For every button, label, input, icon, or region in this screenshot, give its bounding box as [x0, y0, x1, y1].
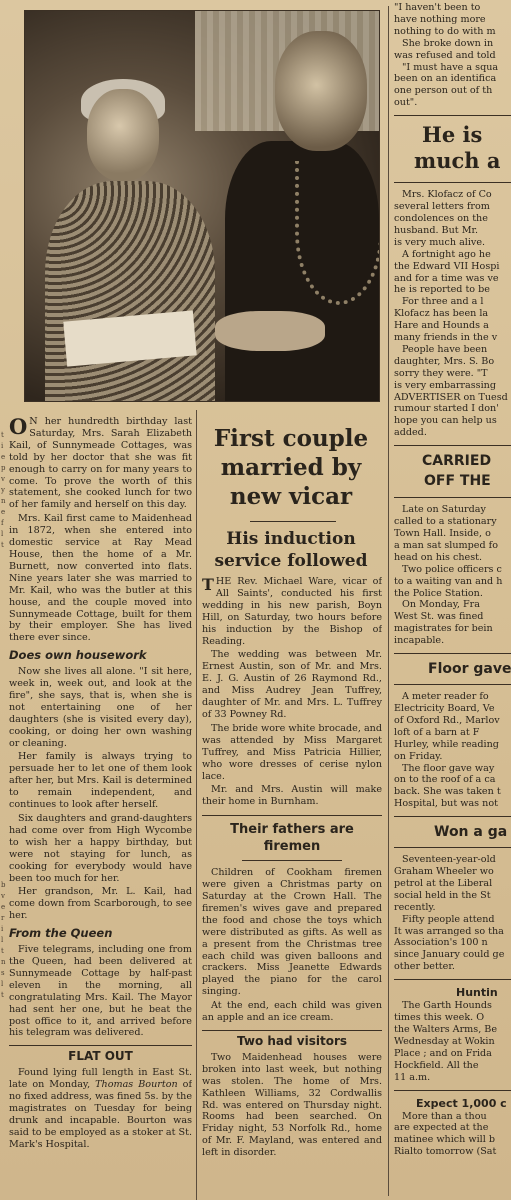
article-first-couple: [202, 576, 382, 1200]
paragraph-intro: THE Rev. Michael Ware, vicar of All Saints', conducted his first wedding in his new parish, Boyn Hill, on Saturday, two hours before his induction by the Bishop of Reading.: [202, 576, 382, 647]
rule: [394, 979, 511, 980]
paragraph: Mrs. Kail first came to Maidenhead in 1872, when she entered into domestic service at Ray Mead House, then the home of a Mr. Burnett, now converted into flats. Nine years later she was married to Mr. Kail, who was the butler at this house, and the couple moved into Sunnymeade Cottage, built for them by their employer. She has lived there ever since.: [9, 513, 192, 644]
photo-mayoral-chain: [295, 161, 380, 305]
photo-mayor-face: [275, 31, 367, 151]
paragraph: Six daughters and grand-daughters had come over from High Wycombe to wish her a happy birthday, but were not staying for lunch, as cooking for everybody would have been too much for her.: [9, 813, 192, 884]
headline-expect-1000: Expect 1,000 c: [416, 1096, 507, 1110]
paragraph: Mr. and Mrs. Austin will make their home in Burnham.: [202, 784, 382, 808]
article-centenarian: [9, 416, 192, 1200]
subheadline-induction: His induction service followed: [214, 529, 368, 571]
headline-he-is: He is: [422, 122, 483, 148]
rule: [9, 1045, 192, 1046]
clipped-edge-text-lower: b v e r i l t n s l t: [1, 881, 6, 999]
headline-two-had-visitors: Two had visitors: [236, 1034, 347, 1048]
paragraph-intro: O N her hundredth birthday last Saturday, Mrs. Sarah Elizabeth Kail, of Sunnymeade Cottages, was told by her doctor that she was fit enough to carry on for many years to come. To prove the worth of this statement, she cooked lunch for two of her family and herself on this day.: [9, 416, 192, 511]
rule: [394, 182, 511, 183]
rule: [250, 521, 336, 522]
paragraph: Her grandson, Mr. L. Kail, had come down from Scarborough, to see her.: [9, 886, 192, 922]
rule: [394, 847, 511, 848]
rule: [394, 115, 511, 116]
column-rule-right: [388, 6, 389, 1196]
rule: [242, 860, 342, 861]
paragraph: Five telegrams, including one from the Queen, had been delivered at Sunnymeade Cottage by half-past eleven in the morning, all congratulating Mrs. Kail. The Mayor had sent her one, but he beat the post office to it, and arrived before his telegram was delivered.: [9, 944, 192, 1039]
headline-first-couple: First couple married by new vicar: [213, 425, 369, 510]
headline-carried: CARRIED: [422, 453, 492, 470]
rule: [394, 497, 511, 498]
rule: [394, 445, 511, 446]
subheading-does-own-housework: Does own housework: [9, 648, 147, 663]
rule: [394, 684, 511, 685]
rule: [394, 816, 511, 817]
right-column-clipped: "I haven't been to have nothing more nothing to do with m She broke down in was refused and told "I must have a squa been on an identifica one person out of th out". He is much a Mrs. Klofacz of Co several letters from condolences on the husband. But Mr. is very much alive. A fortnight ago he the Edward VII Hospi and for a time was ve he is reported to be For three and a l Klofacz has been la Hare and Hounds a many friends in the v People have been daughter, Mrs. S. Bo sorry they were. "T is very embarrassing ADVERTISER on Tuesd rumour started I don' hope you can help us added. CARRIED OFF THE Late on Saturday called to a stationary Town Hall. Inside, o a man sat slumped fo head on his chest. Two police officers c to a waiting van and h the Police Station. On Monday, Fra West St. was fined magistrates for bein incapable. Floor gave A meter reader fo Electricity Board, Ve of Oxford Rd., Marlov loft of a barn at F Hurley, while reading on Friday. The floor gave way on to the roof of a ca back. She was taken t Hospital, but was not Won a ga Seventeen-year-old Graham Wheeler wo petrol at the Liberal social held in the St recently. Fifty people attend It was arranged so tha Association's 100 n since January could ge other better. Huntin The Garth Hounds times this week. O the Walters Arms, Be Wednesday at Wokin Place ; and on Frida Hockfield. All the 11 a.m. Expect 1,000 c More than a thou are expected at the matinee which will b Rialto tomorrow (Sat: [394, 2, 511, 1158]
headline-flat-out: FLAT OUT: [68, 1049, 133, 1064]
paragraph: The wedding was between Mr. Ernest Austin, son of Mr. and Mrs. E. J. G. Austin of 26 Raymond Rd., and Miss Audrey Jean Tuffrey, daughter of Mr. and Mrs. L. Tuffrey of 33 Powney Rd.: [202, 649, 382, 720]
photo-hands: [215, 311, 325, 351]
headline-won-a-gallon: Won a ga: [434, 824, 508, 841]
headline-floor-gave: Floor gave: [428, 661, 511, 678]
paragraph: The bride wore white brocade, and was attended by Miss Margaret Tuffrey, and Miss Patricia Hillier, who wore dresses of cerise nylon lace.: [202, 722, 382, 782]
rule: [202, 1030, 382, 1031]
paragraph: Her family is always trying to persuade her to let one of them look after her, but Mrs. Kail is determined to remain independent, and continues to look after herself.: [9, 751, 192, 811]
rule: [202, 815, 382, 816]
paragraph-flat-out: Found lying full length in East St. late on Monday, Thomas Bourton of no fixed address, was fined 5s. by the magistrates on Tuesday for being drunk and incapable. Bourton was said to be employed as a stoker at St. Mark's Hospital.: [9, 1067, 192, 1150]
paragraph: Children of Cookham firemen were given a Christmas party on Saturday at the Crown Hall. The firemen's wives gave and prepared the food and chose the toys which were distributed as gifts. As well as a present from the Christmas tree each child was given balloons and crackers. Miss Jeanette Edwards played the piano for the carol singing.: [202, 867, 382, 998]
headline-off-the: OFF THE: [424, 473, 491, 490]
paragraph: Now she lives all alone. "I sit here, week in, week out, and look at the fire", she says, that is, when she is not entertaining one of her daughters (she is visited every day), cooking, or doing her own washing or cleaning.: [9, 666, 192, 749]
clipped-edge-text: t i e p v y n e f l t: [1, 431, 6, 549]
headline-fathers-firemen: Their fathers are firemen: [230, 822, 354, 855]
photo-woman-dress: [45, 181, 215, 402]
rule: [394, 1090, 511, 1091]
rule: [394, 653, 511, 654]
column-rule-middle: [196, 410, 197, 1200]
headline-much-alive: much a: [414, 148, 501, 174]
paragraph: Two Maidenhead houses were broken into last week, but nothing was stolen. The home of Mrs. Kathleen Williams, 32 Cordwallis Rd. was entered on Thursday night. Rooms had been searched. On Friday night, 53 Norfolk Rd., home of Mr. F. Mayland, was entered and left in disorder.: [202, 1051, 382, 1159]
headline-hunting: Huntin: [456, 986, 498, 1000]
photo-woman-face: [87, 89, 159, 181]
paragraph: At the end, each child was given an apple and an ice cream.: [202, 1000, 382, 1024]
subheading-from-the-queen: From the Queen: [9, 926, 113, 941]
photograph-mayor-and-centenarian: [24, 10, 380, 402]
